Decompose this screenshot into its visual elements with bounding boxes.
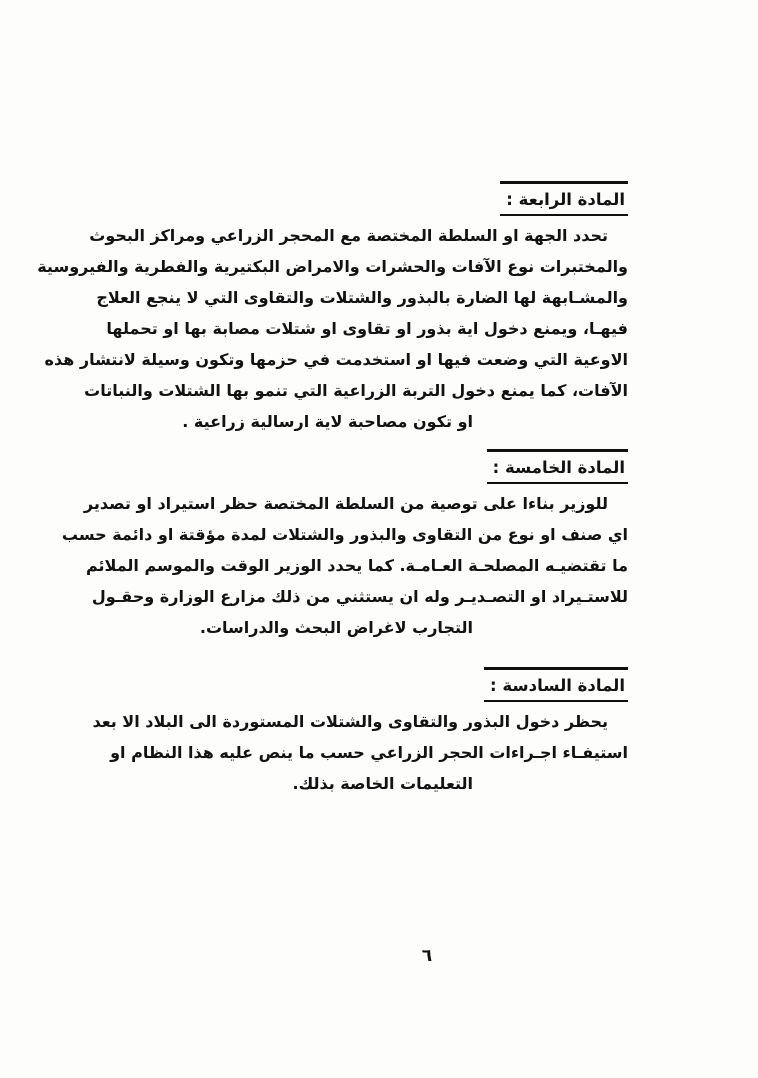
paragraph-six xyxy=(92,706,628,799)
section-title-five: المادة الخامسة : xyxy=(487,449,628,484)
text-line: يحظر دخول البذور والتقاوى والشتلات المستوردة الى البلاد الا بعد xyxy=(92,712,608,731)
page-number: ٦ xyxy=(421,946,433,966)
section-title-four: المادة الرابعة : xyxy=(500,181,628,216)
text-line: استيفـاء اجـراءات الحجر الزراعي حسب ما ينص عليه هذا النظام او xyxy=(110,743,628,762)
article-section-six xyxy=(92,643,628,799)
text-line: فيهـا، ويمنع دخول اية بذور او تقاوى او شتلات مصابة بها او تحملها xyxy=(106,319,628,338)
text-line: ما تقتضيـه المصلحـة العـامـة. كما يحدد الوزير الوقت والموسم الملائم xyxy=(85,556,628,575)
text-line: للاستـيراد او التصـديـر وله ان يستثني من ذلك مزارع الوزارة وحقـول xyxy=(91,587,628,606)
article-section-five xyxy=(61,437,628,643)
article-section-four xyxy=(37,0,628,437)
text-line: تحدد الجهة او السلطة المختصة مع المحجر الزراعي ومراكز البحوث xyxy=(89,226,608,245)
paragraph-four xyxy=(37,220,628,437)
text-line: اي صنف او نوع من التقاوى والبذور والشتلات لمدة مؤقتة او دائمة حسب xyxy=(61,525,628,544)
section-title-six: المادة السادسة : xyxy=(484,667,628,702)
text-line: الاوعية التي وضعت فيها او استخدمت في حزمها وتكون وسيلة لانتشار هذه xyxy=(44,350,628,369)
text-line: الآفات، كما يمنع دخول التربة الزراعية التي تنمو بها الشتلات والنباتات xyxy=(84,381,628,400)
paragraph-five xyxy=(61,488,628,643)
document-body xyxy=(37,0,628,799)
text-line: التعليمات الخاصة بذلك. xyxy=(292,774,473,793)
text-line: للوزير بناءا على توصية من السلطة المختصة حظر استيراد او تصدير xyxy=(83,494,608,513)
text-line: التجارب لاغراض البحث والدراسات. xyxy=(199,618,473,637)
text-line: والمختبرات نوع الآفات والحشرات والامراض البكتيرية والفطرية والفيروسية xyxy=(37,257,628,276)
text-line: والمشـابهة لها الضارة بالبذور والشتلات والتقاوى التي لا ينجع العلاج xyxy=(96,288,628,307)
text-line: او تكون مصاحبة لاية ارسالية زراعية . xyxy=(182,412,473,431)
